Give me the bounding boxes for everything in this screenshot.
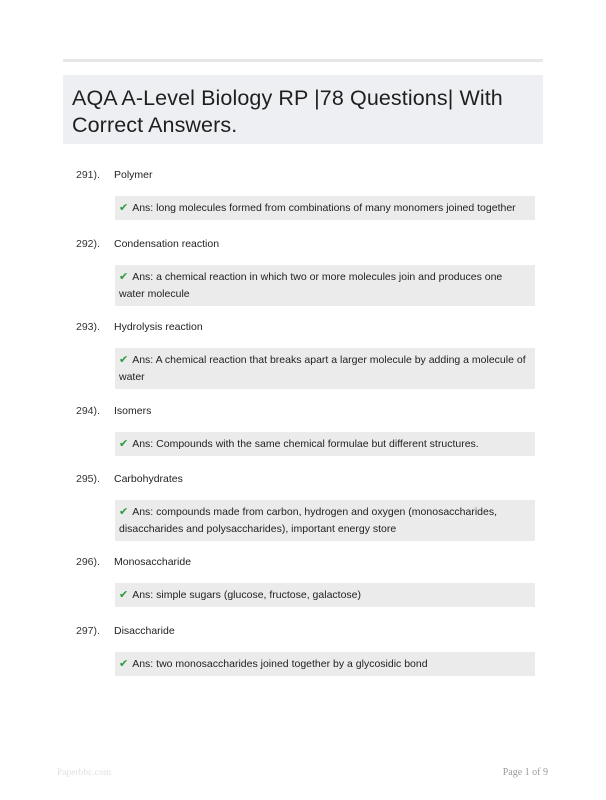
check-icon: ✔ (119, 201, 129, 214)
question-term: Hydrolysis reaction (114, 321, 203, 333)
answer-box (115, 583, 535, 607)
question-term: Condensation reaction (114, 238, 220, 250)
answer-prefix: Ans: (132, 589, 157, 601)
answer-text: long molecules formed from combinations of many monomers joined together (156, 202, 516, 214)
question-term: Isomers (114, 405, 152, 417)
answer-prefix: Ans: (132, 354, 156, 366)
answer-box (115, 500, 535, 541)
check-icon: ✔ (119, 437, 129, 450)
answer-text: a chemical reaction in which two or more molecules join and produces one water molecule (119, 271, 503, 300)
check-icon: ✔ (119, 588, 129, 601)
document-title: AQA A-Level Biology RP |78 Questions| With Correct Answers. (72, 86, 503, 137)
answer-prefix: Ans: (132, 506, 157, 518)
question-term: Polymer (114, 169, 153, 181)
check-icon: ✔ (119, 505, 129, 518)
question-term: Monosaccharide (114, 556, 192, 568)
answer-prefix: Ans: (132, 271, 157, 283)
answer-prefix: Ans: (132, 658, 157, 670)
answer-box (115, 652, 535, 676)
question-term: Carbohydrates (114, 473, 183, 485)
question-number: 292). (76, 238, 100, 250)
answer-prefix: Ans: (132, 438, 157, 450)
answer-text: two monosaccharides joined together by a glycosidic bond (156, 658, 428, 670)
check-icon: ✔ (119, 353, 129, 366)
answer-text: Compounds with the same chemical formulae but different structures. (156, 438, 479, 450)
answer-prefix: Ans: (132, 202, 157, 214)
question-number: 296). (76, 556, 100, 568)
answer-box (115, 432, 535, 456)
answer-box (115, 265, 535, 306)
question-number: 291). (76, 169, 100, 181)
title-banner (63, 75, 543, 144)
answer-text: A chemical reaction that breaks apart a larger molecule by adding a molecule of water (119, 354, 526, 383)
answer-box (115, 196, 535, 220)
answer-text: simple sugars (glucose, fructose, galactose) (156, 589, 361, 601)
footer-watermark: Paperbbc.com (57, 768, 112, 778)
top-divider (63, 59, 543, 62)
question-term: Disaccharide (114, 625, 175, 637)
answer-text: compounds made from carbon, hydrogen and oxygen (monosaccharides, disaccharides and polysaccharides), important energy store (119, 506, 498, 535)
check-icon: ✔ (119, 270, 129, 283)
answer-box (115, 348, 535, 389)
question-number: 294). (76, 405, 100, 417)
question-number: 293). (76, 321, 100, 333)
page-indicator: Page 1 of 9 (502, 767, 548, 778)
check-icon: ✔ (119, 657, 129, 670)
question-number: 295). (76, 473, 100, 485)
question-number: 297). (76, 625, 100, 637)
